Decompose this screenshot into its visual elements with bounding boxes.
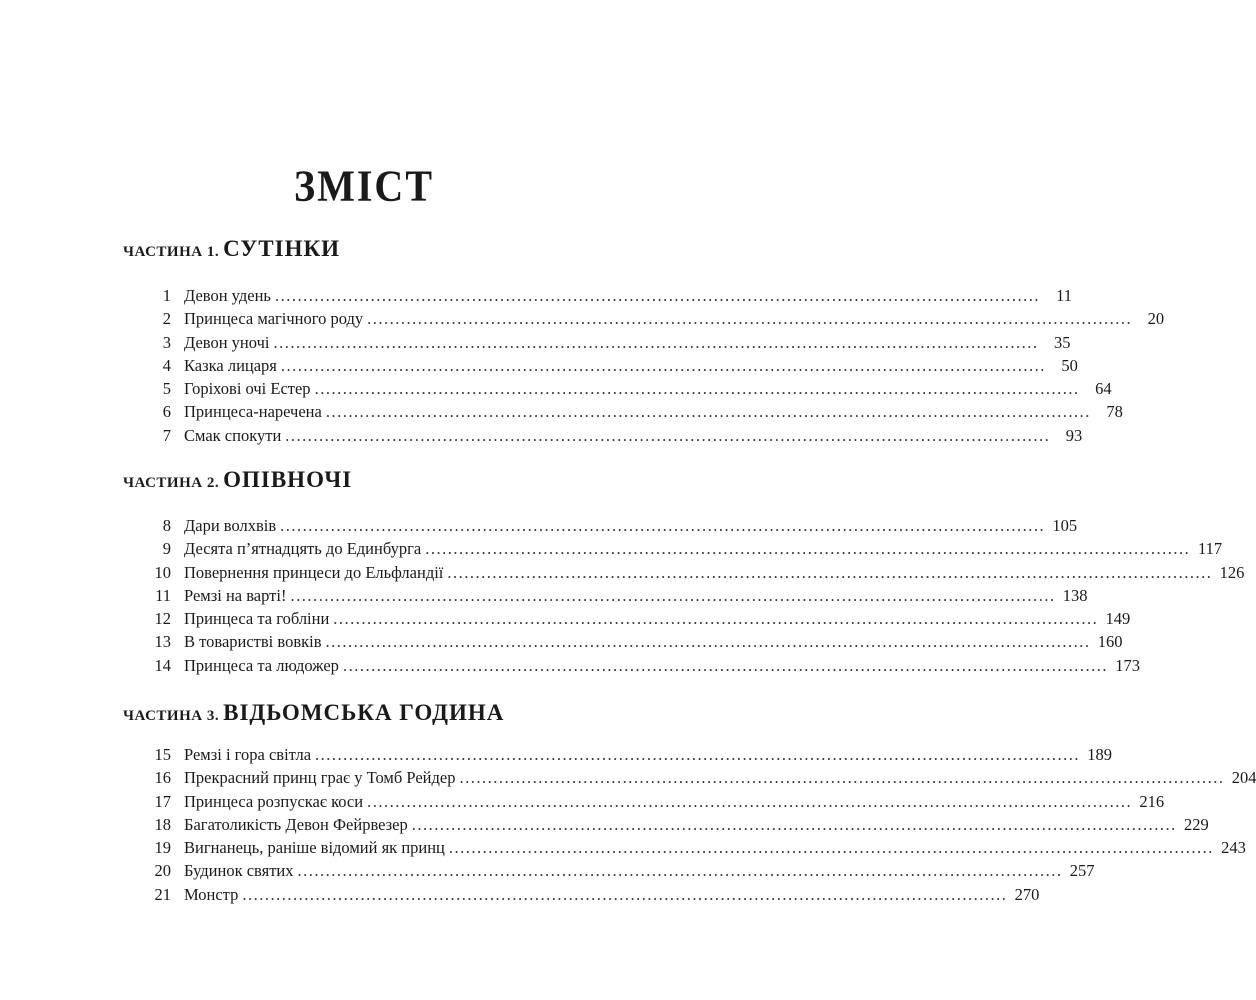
dot-leader: ........................................................................................................................................ [297,861,1063,881]
page-number: 78 [1106,402,1123,422]
toc-entry[interactable] [145,561,1245,584]
toc-entry[interactable] [145,424,1083,447]
dot-leader: ........................................................................................................................................ [325,402,1091,422]
part-1 [123,234,1165,445]
chapter-title: Принцеса розпускає коси [184,791,364,811]
chapter-title: Будинок святих [184,861,294,881]
page-number: 20 [1147,309,1165,329]
page-title: ЗМІСТ [294,160,434,211]
chapter-number: 2 [162,309,171,329]
page-number: 189 [1087,745,1113,764]
chapter-title: Принцеса та людожер [184,655,339,675]
page-number: 243 [1221,838,1246,858]
toc-entry[interactable] [145,537,1223,560]
dot-leader: ........................................................................................................................................ [447,562,1213,582]
toc-entry[interactable] [145,400,1123,423]
chapter-number: 17 [154,791,171,811]
dot-leader: ........................................................................................................................................ [425,539,1191,559]
chapter-title: Ремзі на варті! [184,585,287,605]
chapter-title: Принцеса та гобліни [184,609,330,629]
toc-entry[interactable] [145,743,1113,766]
toc-entry[interactable] [145,883,1040,906]
page-number: 160 [1097,632,1123,652]
chapter-number: 3 [162,332,171,352]
chapter-number: 18 [154,814,171,834]
chapter-title: Принцеса-наречена [184,402,322,422]
page-number: 149 [1105,609,1131,629]
chapter-number: 7 [162,425,171,445]
dot-leader: ........................................................................................................................................ [411,814,1177,834]
chapter-list [145,514,1245,677]
chapter-title: Казка лицаря [184,355,277,375]
part-label: ЧАСТИНА 2. [123,475,220,491]
chapter-title: В товаристві вовків [184,632,322,652]
chapter-number: 8 [162,516,171,535]
part-name: ВІДЬОМСЬКА ГОДИНА [223,700,505,725]
part-label: ЧАСТИНА 3. [123,708,220,724]
dot-leader: ........................................................................................................................................ [314,379,1080,399]
chapter-title: Горіхові очі Естер [184,379,311,399]
chapter-title: Монстр [184,884,239,904]
page-number: 11 [1056,286,1072,305]
chapter-title: Принцеса магічного роду [184,309,364,329]
part-heading [123,234,583,264]
chapter-number: 14 [154,655,171,675]
dot-leader: ........................................................................................................................................ [325,632,1091,652]
dot-leader: ........................................................................................................................................ [342,655,1108,675]
chapter-title: Десята п’ятнадцять до Единбурга [184,539,422,559]
toc-entry[interactable] [145,377,1112,400]
dot-leader: ........................................................................................................................................ [274,286,1040,305]
toc-entry[interactable] [145,607,1131,630]
chapter-number: 21 [154,884,171,904]
dot-leader: ........................................................................................................................................ [367,309,1133,329]
chapter-number: 6 [162,402,171,422]
chapter-number: 19 [154,838,171,858]
toc-entry[interactable] [145,859,1095,882]
toc-entry[interactable] [145,514,1078,537]
chapter-number: 1 [162,286,171,305]
dot-leader: ........................................................................................................................................ [315,745,1081,764]
chapter-title: Дари волхвів [184,516,277,535]
toc-entry[interactable] [145,813,1209,836]
dot-leader: ........................................................................................................................................ [333,609,1099,629]
chapter-number: 4 [162,355,171,375]
part-heading [123,465,583,495]
chapter-number: 20 [154,861,171,881]
part-2 [123,465,1245,675]
dot-leader: ........................................................................................................................................ [280,516,1046,535]
dot-leader: ........................................................................................................................................ [285,425,1051,445]
chapter-title: Прекрасний принц грає у Томб Рейдер [184,768,456,788]
chapter-number: 13 [154,632,171,652]
chapter-number: 16 [154,768,171,788]
dot-leader: ........................................................................................................................................ [459,768,1225,788]
page-number: 50 [1061,355,1078,375]
toc-entry[interactable] [145,790,1165,813]
toc-entry[interactable] [145,654,1140,677]
chapter-title: Ремзі і гора світла [184,745,312,764]
chapter-number: 15 [154,745,171,764]
page-number: 64 [1095,379,1112,399]
page-number: 229 [1184,814,1209,834]
toc-entry[interactable] [145,766,1256,789]
page-number: 35 [1053,332,1071,352]
chapter-title: Повернення принцеси до Ельфландії [184,562,444,582]
dot-leader: ........................................................................................................................................ [242,884,1008,904]
page-number: 93 [1065,425,1083,445]
toc-entry[interactable] [145,630,1123,653]
page-number: 216 [1139,791,1165,811]
part-label: ЧАСТИНА 1. [123,244,220,260]
chapter-title: Девон удень [184,286,271,305]
dot-leader: ........................................................................................................................................ [367,791,1133,811]
dot-leader: ........................................................................................................................................ [273,332,1039,352]
dot-leader: ........................................................................................................................................ [290,585,1056,605]
page-number: 173 [1115,655,1140,675]
page-number: 204 [1231,768,1256,788]
chapter-number: 10 [154,562,171,582]
part-name: ОПІВНОЧІ [223,467,353,492]
page-number: 117 [1198,539,1223,559]
page-number: 270 [1014,884,1040,904]
dot-leader: ........................................................................................................................................ [448,838,1214,858]
chapter-number: 5 [162,379,171,399]
toc-entry[interactable] [145,584,1088,607]
part-name: СУТІНКИ [223,236,341,261]
chapter-number: 12 [154,609,171,629]
page-number: 126 [1219,562,1245,582]
chapter-list [145,284,1165,447]
chapter-list [145,743,1256,906]
toc-entry[interactable] [145,284,1072,307]
dot-leader: ........................................................................................................................................ [280,355,1046,375]
page-number: 257 [1069,861,1095,881]
chapter-title: Девон уночі [184,332,270,352]
page-number: 138 [1062,585,1088,605]
part-heading [123,698,583,728]
chapter-title: Багатоликість Девон Фейрвезер [184,814,408,834]
toc-entry[interactable] [145,836,1246,859]
toc-entry[interactable] [145,354,1078,377]
chapter-title: Вигнанець, раніше відомий як принц [184,838,445,858]
page-number: 105 [1052,516,1078,535]
chapter-number: 11 [155,585,171,605]
toc-entry[interactable] [145,331,1071,354]
chapter-number: 9 [162,539,171,559]
toc-entry[interactable] [145,307,1165,330]
chapter-title: Смак спокути [184,425,282,445]
part-3 [123,698,1256,904]
